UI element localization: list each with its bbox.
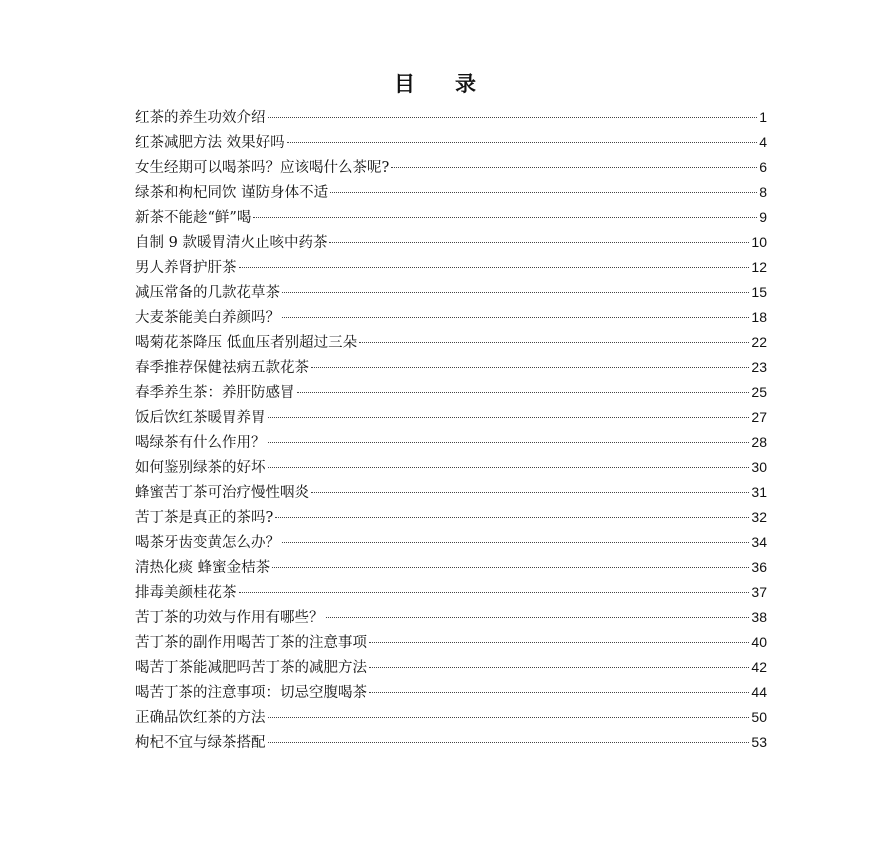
toc-dot-leader [268,467,750,468]
toc-entry-title: 正确品饮红茶的方法 [135,710,266,726]
toc-dot-leader [268,442,750,443]
toc-entry-title: 如何鉴别绿茶的好坏 [135,460,266,476]
toc-dot-leader [268,717,750,718]
toc-entry-page: 28 [751,434,767,450]
toc-entry-page: 38 [751,609,767,625]
toc-entry-title: 饭后饮红茶暖胃养胃 [135,410,266,426]
toc-entry[interactable] [135,730,767,755]
toc-dot-leader [311,492,749,493]
toc-entry-title: 红茶的养生功效介绍 [135,110,266,126]
toc-entry[interactable] [135,605,767,630]
toc-dot-leader [297,392,750,393]
toc-entry-page: 18 [751,309,767,325]
toc-entry-title: 蜂蜜苦丁茶可治疗慢性咽炎 [135,485,309,501]
toc-dot-leader [239,592,750,593]
toc-entry-page: 36 [751,559,767,575]
toc-entry-title: 新茶不能趁“鲜”喝 [135,210,252,226]
toc-entry-title: 清热化痰 蜂蜜金桔茶 [135,560,271,576]
toc-entry[interactable] [135,555,767,580]
toc-dot-leader [369,667,749,668]
toc-dot-leader [282,317,749,318]
toc-entry-title: 喝苦丁茶的注意事项：切忌空腹喝茶 [135,685,367,701]
toc-dot-leader [268,417,750,418]
toc-entry[interactable] [135,380,767,405]
toc-entry[interactable] [135,280,767,305]
toc-entry[interactable] [135,655,767,680]
toc-entry-page: 40 [751,634,767,650]
toc-entry[interactable] [135,430,767,455]
toc-entry-title: 枸杞不宜与绿茶搭配 [135,735,266,751]
toc-entry[interactable] [135,580,767,605]
toc-entry[interactable] [135,530,767,555]
toc-list [135,105,767,755]
toc-entry-page: 4 [759,134,767,150]
toc-entry-title: 苦丁茶的功效与作用有哪些？ [135,610,324,626]
toc-dot-leader [369,642,749,643]
toc-entry[interactable] [135,505,767,530]
toc-entry[interactable] [135,130,767,155]
toc-entry-title: 苦丁茶是真正的茶吗? [135,510,274,526]
toc-entry-title: 绿茶和枸杞同饮 谨防身体不适 [135,185,329,201]
toc-title: 目录 [394,72,516,96]
toc-entry[interactable] [135,405,767,430]
toc-dot-leader [282,292,749,293]
toc-entry-title: 自制 9 款暖胃清火止咳中药茶 [135,235,328,251]
toc-entry-title: 喝苦丁茶能减肥吗苦丁茶的减肥方法 [135,660,367,676]
toc-dot-leader [326,617,750,618]
toc-dot-leader [329,242,749,243]
toc-dot-leader [287,142,758,143]
toc-entry-page: 6 [759,159,767,175]
toc-entry[interactable] [135,480,767,505]
toc-dot-leader [391,167,757,168]
toc-entry[interactable] [135,205,767,230]
toc-entry-page: 30 [751,459,767,475]
toc-entry-page: 12 [751,259,767,275]
toc-entry-page: 53 [751,734,767,750]
toc-entry[interactable] [135,680,767,705]
toc-entry-page: 25 [751,384,767,400]
toc-entry-page: 1 [759,109,767,125]
toc-entry-page: 8 [759,184,767,200]
toc-entry-title: 红茶减肥方法 效果好吗 [135,135,285,151]
toc-entry-title: 大麦茶能美白养颜吗？ [135,310,280,326]
toc-entry-page: 44 [751,684,767,700]
toc-entry-page: 22 [751,334,767,350]
toc-entry-title: 春季养生茶：养肝防感冒 [135,385,295,401]
toc-entry-title: 苦丁茶的副作用喝苦丁茶的注意事项 [135,635,367,651]
toc-entry-page: 23 [751,359,767,375]
toc-entry-page: 32 [751,509,767,525]
toc-entry-title: 喝菊花茶降压 低血压者别超过三朵 [135,335,358,351]
toc-dot-leader [268,117,758,118]
toc-entry-page: 37 [751,584,767,600]
toc-entry-title: 减压常备的几款花草茶 [135,285,280,301]
toc-entry-title: 排毒美颜桂花茶 [135,585,237,601]
toc-entry-page: 15 [751,284,767,300]
toc-dot-leader [268,742,750,743]
toc-entry[interactable] [135,105,767,130]
toc-entry[interactable] [135,355,767,380]
toc-entry[interactable] [135,230,767,255]
toc-entry-page: 9 [759,209,767,225]
toc-entry[interactable] [135,155,767,180]
toc-entry[interactable] [135,255,767,280]
toc-entry-page: 34 [751,534,767,550]
toc-entry-title: 春季推荐保健祛病五款花茶 [135,360,309,376]
toc-dot-leader [275,517,749,518]
toc-entry[interactable] [135,630,767,655]
toc-entry[interactable] [135,330,767,355]
toc-entry-page: 10 [751,234,767,250]
toc-entry-title: 喝绿茶有什么作用？ [135,435,266,451]
toc-entry[interactable] [135,305,767,330]
toc-entry[interactable] [135,705,767,730]
toc-entry-title: 女生经期可以喝茶吗？应该喝什么茶呢? [135,160,390,176]
toc-dot-leader [330,192,757,193]
toc-entry[interactable] [135,455,767,480]
toc-dot-leader [272,567,749,568]
toc-entry-page: 31 [751,484,767,500]
toc-dot-leader [311,367,749,368]
toc-entry-page: 42 [751,659,767,675]
toc-entry-title: 喝茶牙齿变黄怎么办？ [135,535,280,551]
toc-dot-leader [253,217,757,218]
toc-entry-page: 27 [751,409,767,425]
toc-dot-leader [369,692,749,693]
toc-entry[interactable] [135,180,767,205]
toc-dot-leader [282,542,749,543]
toc-entry-title: 男人养肾护肝茶 [135,260,237,276]
toc-dot-leader [359,342,749,343]
toc-dot-leader [239,267,750,268]
toc-entry-page: 50 [751,709,767,725]
